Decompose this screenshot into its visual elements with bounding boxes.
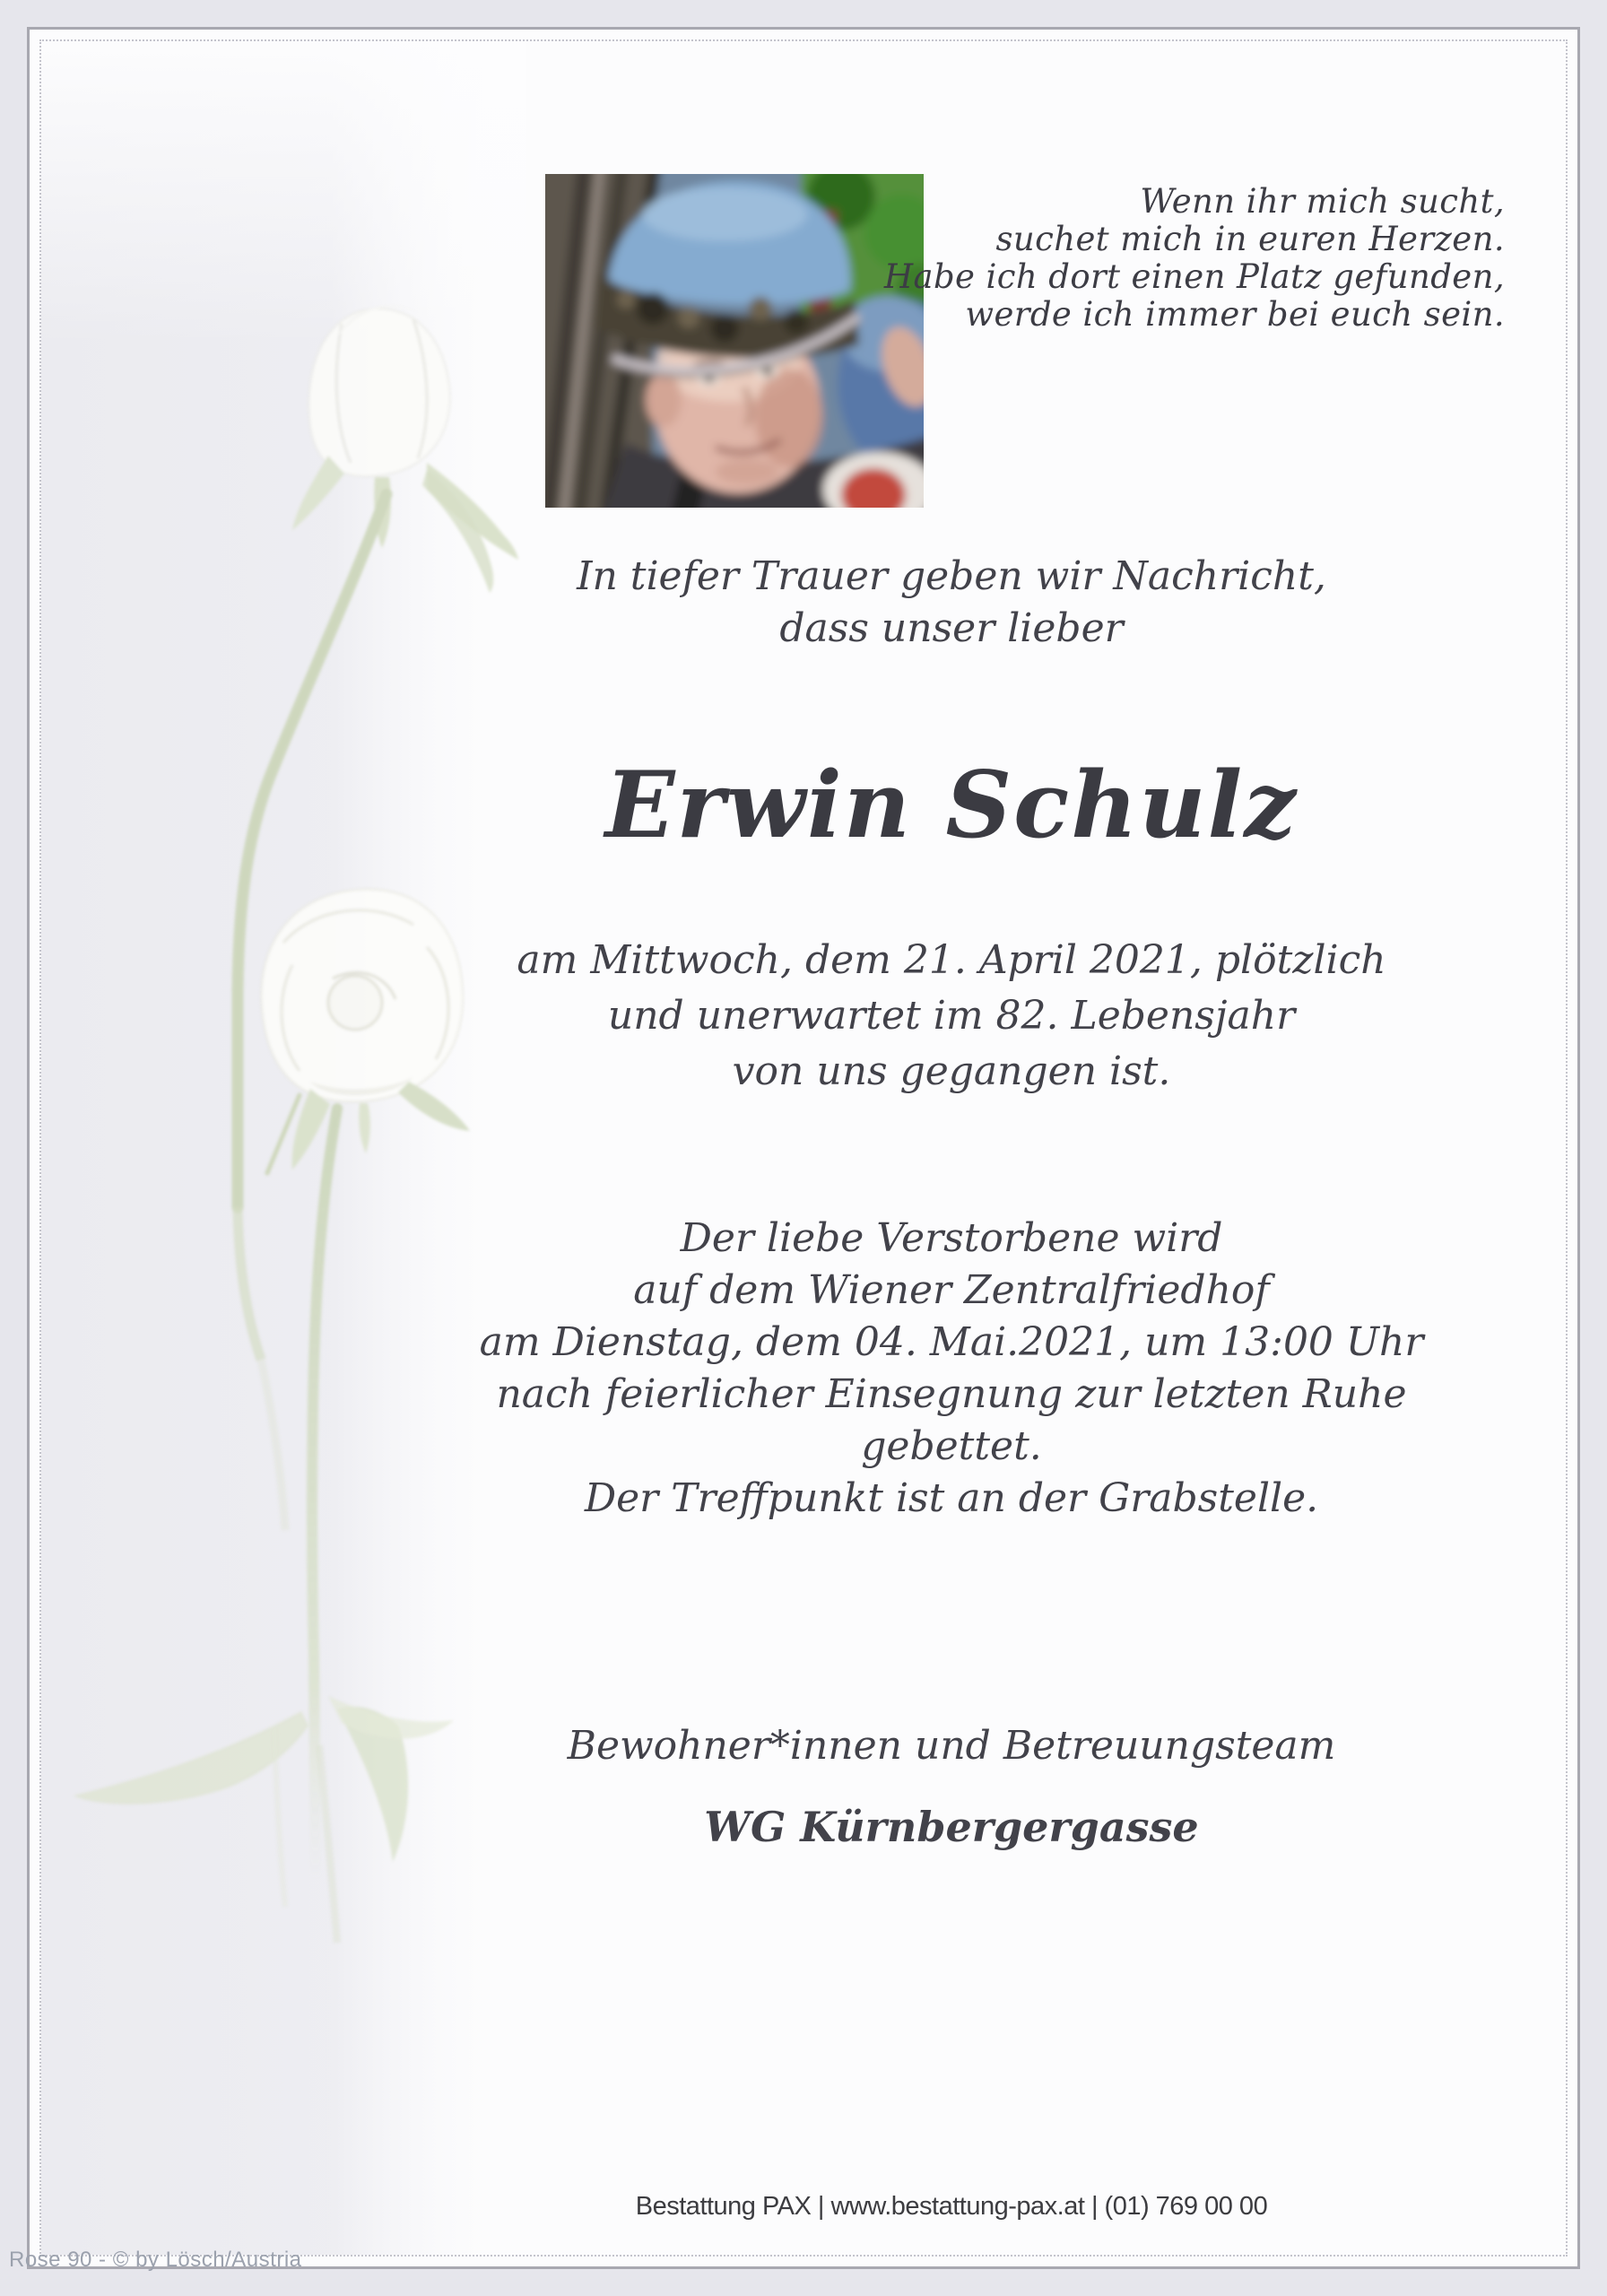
funeral-info-line: am Dienstag, dem 04. Mai.2021, um 13:00 Uhr — [479, 1319, 1424, 1365]
poem-line: werde ich immer bei euch sein. — [965, 295, 1505, 334]
death-notice-line: von uns gegangen ist. — [732, 1048, 1171, 1094]
death-notice — [413, 933, 1490, 1100]
funeral-home-footer: Bestattung PAX | www.bestattung-pax.at | (01) 769 00 00 — [635, 2192, 1268, 2221]
funeral-info-line: auf dem Wiener Zentralfriedhof — [633, 1267, 1270, 1313]
mourners-name: WG Kürnbergergasse — [704, 1803, 1199, 1851]
memorial-poem — [884, 183, 1505, 334]
poem-line: Habe ich dort einen Platz gefunden, — [883, 257, 1505, 296]
stationery-credit: Rose 90 - © by Lösch/Austria — [9, 2248, 302, 2272]
death-notice-line: am Mittwoch, dem 21. April 2021, plötzlich — [517, 937, 1386, 983]
portrait-photo — [545, 174, 924, 508]
intro-line: In tiefer Trauer geben wir Nachricht, — [577, 553, 1326, 599]
portrait-photo-graphic — [545, 174, 924, 508]
poem-line: Wenn ihr mich sucht, — [1140, 182, 1505, 221]
mourners-group: Bewohner*innen und Betreuungsteam — [567, 1723, 1336, 1769]
funeral-info-line: nach feierlicher Einsegnung zur letzten Ruhe gebettet. — [496, 1371, 1407, 1469]
white-rose-graphic — [41, 41, 526, 2255]
funeral-info-line: Der Treffpunkt ist an der Grabstelle. — [584, 1475, 1319, 1521]
poem-line: suchet mich in euren Herzen. — [995, 220, 1505, 258]
intro-line: dass unser lieber — [779, 605, 1124, 651]
funeral-info — [413, 1213, 1490, 1525]
announcement-intro — [413, 551, 1490, 655]
death-notice-line: und unerwartet im 82. Lebensjahr — [607, 993, 1296, 1039]
white-rose-image — [41, 41, 526, 2255]
deceased-name: Erwin Schulz — [604, 752, 1299, 859]
funeral-info-line: Der liebe Verstorbene wird — [680, 1215, 1223, 1261]
